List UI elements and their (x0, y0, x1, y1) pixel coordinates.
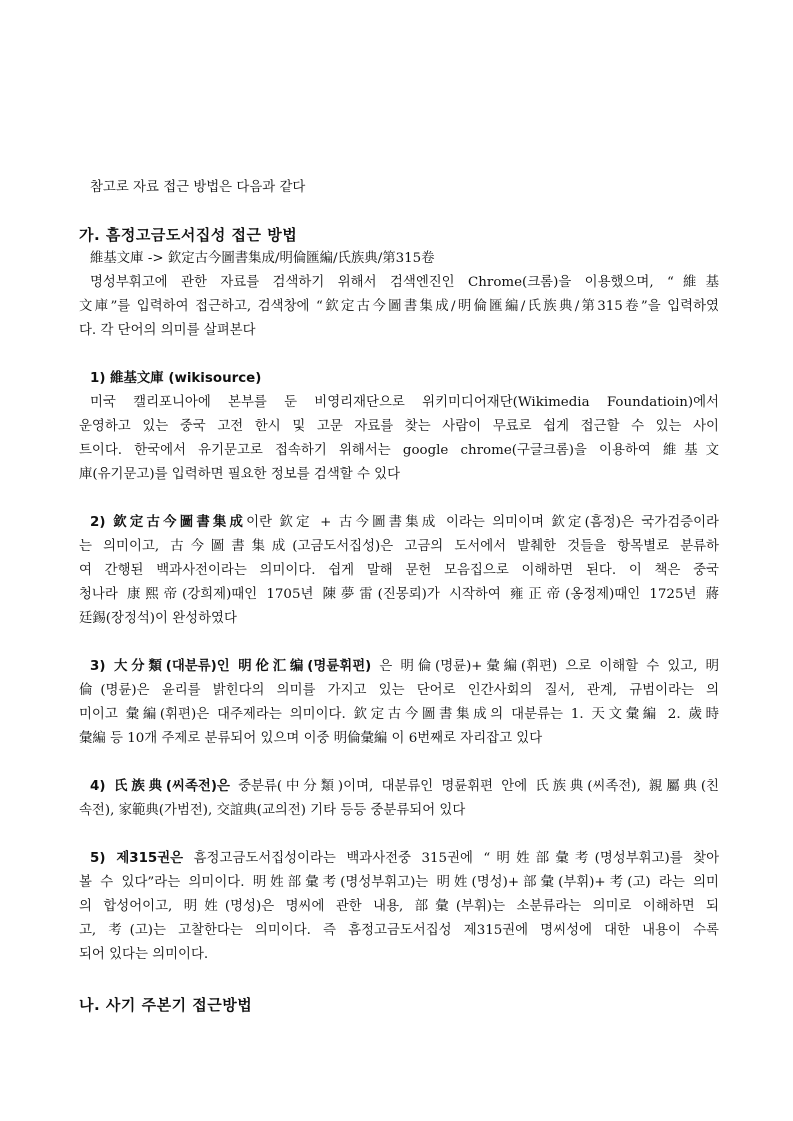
item3-first-line (79, 655, 719, 679)
item3-line: 미이고 彙編(휘편)은 대주제라는 의미이다. 欽定古今圖書集成의 대분류는 1. 天文彙編 2. 歲時 (79, 707, 719, 722)
item2-line: 여 간행된 백과사전이라는 의미이다. 쉽게 말해 문헌 모음집으로 이해하면 된다. 이 책은 중국 (79, 563, 719, 578)
section-ga-para-line: 명성부휘고에 관한 자료를 검색하기 위해서 검색엔진인 Chrome(크롬)을 이용했으며, “維基 (90, 275, 719, 290)
item4-line: 속전), 家範典(가범전), 交誼典(교의전) 기타 등등 중분류되어 있다 (79, 803, 466, 818)
item5-first-line (79, 847, 719, 871)
item2-line: 청나라 康熙帝(강희제)때인 1705년 陳夢雷(진몽뢰)가 시작하여 雍正帝(옹정제)때인 1725년 蔣 (79, 587, 719, 602)
item5-heading: 5) 제315권은 (90, 851, 184, 866)
item2-first-line (79, 511, 719, 535)
document-page (79, 0, 719, 1017)
item2-line: 廷錫(장정석)이 완성하였다 (79, 611, 237, 626)
item4-rest: 중분류(中分類)이며, 대분류인 명륜휘편 안에 氏族典(씨족전), 親屬典(친 (229, 779, 719, 794)
item3-line: 倫(명륜)은 윤리를 밝힌다의 의미를 가지고 있는 단어로 인간사회의 질서, 관계, 규범이라는 의 (79, 683, 719, 698)
item5-rest: 흠정고금도서집성이라는 백과사전중 315권에 “明姓部彙考(명성부휘고)를 찾아 (183, 851, 720, 866)
section-ga-path: 維基文庫 -> 欽定古今圖書集成/明倫匯編/氏族典/第315卷 (90, 251, 435, 266)
section-na-heading: 나. 사기 주본기 접근방법 (79, 996, 253, 1014)
item3-line: 彙編 등 10개 주제로 분류되어 있으며 이중 明倫彙編 이 6번째로 자리잡고 있다 (79, 731, 543, 746)
item1-line: 트이다. 한국에서 유기문고로 접속하기 위해서는 google chrome(구글크롬)을 이용하여 維基文 (79, 443, 719, 458)
item1-line: 운영하고 있는 중국 고전 한시 및 고문 자료를 찾는 사람이 무료로 쉽게 접근할 수 있는 사이 (79, 419, 719, 434)
item5-line: 의 합성어이고, 明姓(명성)은 명씨에 관한 내용, 部彙(부휘)는 소분류라는 의미로 이해하면 되 (79, 899, 719, 914)
item4-first-line (79, 775, 719, 799)
item2-line: 는 의미이고, 古今圖書集成(고금도서집성)은 고금의 도서에서 발췌한 것들을 항목별로 분류하 (79, 539, 719, 554)
item4-heading: 4) 氏族典(씨족전)은 (90, 779, 230, 794)
item1-line: 미국 캘리포니아에 본부를 둔 비영리재단으로 위키미디어재단(Wikimedia Foundatioin)에서 (90, 395, 719, 410)
section-ga-heading: 가. 흠정고금도서집성 접근 방법 (79, 226, 298, 244)
item2-rest: 이란 欽定 + 古今圖書集成 이라는 의미이며 欽定(흠정)은 국가검증이라 (246, 515, 719, 530)
intro-text: 참고로 자료 접근 방법은 다음과 같다 (90, 180, 306, 195)
item2-heading: 2) 欽定古今圖書集成 (90, 515, 247, 530)
section-ga-para-line: 다. 각 단어의 의미를 살펴본다 (79, 323, 256, 338)
item3-rest: 은 明倫(명륜)+彙編(휘편) 으로 이해할 수 있고, 明 (371, 659, 719, 674)
item3-heading: 3) 大分類(대분류)인 明伦汇编(명륜휘편) (90, 659, 372, 674)
section-ga-para-line: 文庫”를 입력하여 접근하고, 검색창에 “欽定古今圖書集成/明倫匯編/氏族典/第315卷”을 입력하였 (79, 299, 719, 314)
item1-line: 庫(유기문고)를 입력하면 필요한 정보를 검색할 수 있다 (79, 467, 401, 482)
item5-line: 볼 수 있다”라는 의미이다. 明姓部彙考(명성부휘고)는 明姓(명성)+部彙(부휘)+考(고) 라는 의미 (79, 875, 719, 890)
item5-line: 되어 있다는 의미이다. (79, 947, 209, 962)
item5-line: 고, 考(고)는 고찰한다는 의미이다. 즉 흠정고금도서집성 제315권에 명씨성에 대한 내용이 수록 (79, 923, 719, 938)
item1-heading: 1) 維基文庫 (wikisource) (90, 371, 262, 386)
